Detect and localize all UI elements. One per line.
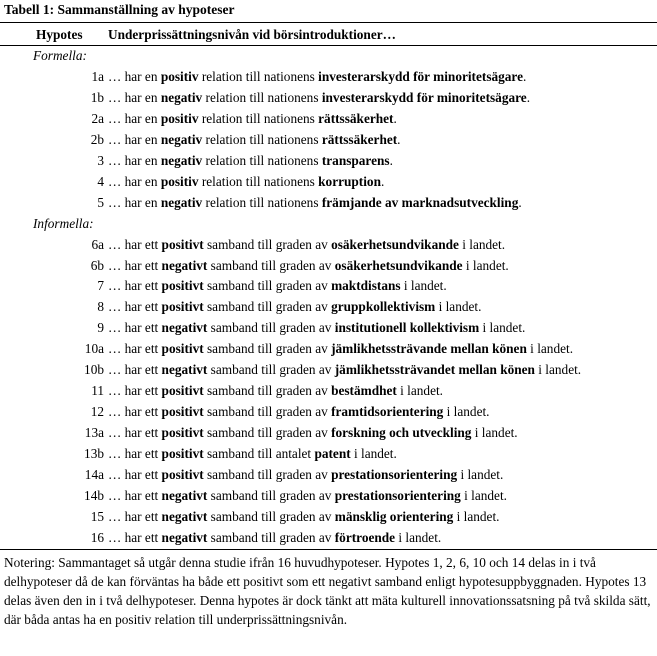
table-row <box>0 422 657 443</box>
table-row <box>0 108 657 129</box>
table-row <box>0 485 657 506</box>
plain-text: … har ett <box>108 487 162 503</box>
hypothesis-description <box>108 108 397 129</box>
table-row <box>0 192 657 213</box>
plain-text: samband till graden av <box>203 404 332 420</box>
bold-term: prestationsorientering <box>334 487 461 503</box>
table-row <box>0 129 657 150</box>
plain-text: … har ett <box>108 425 162 441</box>
plain-text: samband till graden av <box>207 257 335 273</box>
hypothesis-number: 6b <box>90 257 104 273</box>
table-row <box>0 150 657 171</box>
table-row <box>0 87 657 108</box>
hypothesis-description <box>108 150 393 171</box>
bold-term: negativ <box>160 131 203 147</box>
hypothesis-description <box>108 192 522 213</box>
bold-term: positiv <box>160 68 199 84</box>
plain-text: samband till graden av <box>203 341 332 357</box>
hypothesis-number: 15 <box>90 508 104 524</box>
plain-text: … har ett <box>108 362 162 378</box>
section-label: Formella: <box>33 48 87 63</box>
table-row <box>0 275 657 296</box>
bold-term: positiv <box>160 173 199 189</box>
hypothesis-description <box>108 506 499 527</box>
plain-text: i landet. <box>395 529 442 545</box>
bold-term: positiv <box>160 110 199 126</box>
bold-term: gruppkollektivism <box>331 299 436 315</box>
plain-text: … har ett <box>108 341 162 357</box>
plain-text: i landet. <box>443 404 490 420</box>
hypothesis-number: 2b <box>90 131 104 147</box>
bold-term: positivt <box>161 299 204 315</box>
bold-term: positivt <box>161 383 204 399</box>
plain-text: … har ett <box>108 383 162 399</box>
plain-text: … har en <box>108 89 161 105</box>
plain-text: samband till graden av <box>207 487 335 503</box>
plain-text: . <box>526 89 531 105</box>
plain-text: relation till nationens <box>198 68 319 84</box>
plain-text: . <box>393 110 397 126</box>
table-row <box>0 506 657 527</box>
bold-term: rättssäkerhet <box>318 110 394 126</box>
hypothesis-number: 5 <box>97 194 104 210</box>
hypothesis-description <box>108 296 481 317</box>
plain-text: i landet. <box>471 425 518 441</box>
plain-text: … har ett <box>108 299 162 315</box>
bold-term: prestationsorientering <box>331 467 458 482</box>
table-row <box>0 234 657 255</box>
bold-term: transparens <box>321 152 390 168</box>
table-row <box>0 296 657 317</box>
plain-text: … har ett <box>108 529 162 545</box>
bold-term: negativ <box>160 89 203 105</box>
section-label: Informella: <box>33 215 94 231</box>
plain-text: … har en <box>108 173 161 189</box>
plain-text: relation till nationens <box>202 131 322 147</box>
table-row <box>0 66 657 87</box>
bold-term: negativt <box>161 487 208 503</box>
plain-text: i landet. <box>460 487 507 503</box>
plain-text: … har en <box>108 152 161 168</box>
hypothesis-number: 1b <box>90 89 104 105</box>
hypothesis-description <box>108 234 505 255</box>
hypothesis-description <box>108 255 509 276</box>
hypothesis-number: 1a <box>91 68 104 84</box>
plain-text: samband till graden av <box>203 299 332 315</box>
table-row <box>0 171 657 192</box>
table-row <box>0 527 657 548</box>
plain-text: … har ett <box>108 404 162 420</box>
table-row <box>0 401 657 422</box>
bold-term: positivt <box>161 404 204 420</box>
plain-text: samband till graden av <box>207 362 335 378</box>
bold-term: förtroende <box>334 529 396 545</box>
table-row <box>0 255 657 276</box>
bottom-rule <box>0 549 657 550</box>
hypothesis-description <box>108 443 397 464</box>
plain-text: i landet. <box>534 362 582 378</box>
plain-text: samband till graden av <box>203 236 332 252</box>
bold-term: positivt <box>161 467 204 482</box>
bold-term: investerarskydd för minoritetsägare <box>321 89 527 105</box>
bold-term: negativ <box>160 152 203 168</box>
plain-text: i landet. <box>526 341 574 357</box>
bold-term: framtidsorientering <box>331 404 444 420</box>
bold-term: mänsklig orientering <box>334 508 454 524</box>
plain-text: samband till graden av <box>203 425 332 441</box>
plain-text: relation till nationens <box>198 110 319 126</box>
plain-text: … har ett <box>108 467 162 482</box>
bold-term: bestämdhet <box>331 383 397 399</box>
plain-text: samband till graden av <box>203 278 332 294</box>
plain-text: . <box>523 68 527 84</box>
plain-text: i landet. <box>457 467 504 482</box>
hypothesis-description <box>108 275 447 296</box>
plain-text: … har en <box>108 131 161 147</box>
hypothesis-number: 16 <box>90 529 104 545</box>
bold-term: maktdistans <box>331 278 401 294</box>
hypothesis-description <box>108 485 507 506</box>
bold-term: institutionell kollektivism <box>334 320 480 336</box>
hypothesis-description <box>108 527 441 548</box>
bold-term: investerarskydd för minoritetsägare <box>318 68 523 84</box>
plain-text: relation till nationens <box>202 194 322 210</box>
bold-term: patent <box>314 446 351 462</box>
plain-text: i landet. <box>350 446 397 462</box>
plain-text: . <box>380 173 385 189</box>
hypothesis-description <box>108 380 443 401</box>
table-row <box>0 464 657 485</box>
bold-term: korruption <box>318 173 381 189</box>
bold-term: negativt <box>161 362 208 378</box>
hypothesis-description <box>108 359 581 380</box>
hypothesis-number: 13a <box>84 425 104 441</box>
bold-term: positivt <box>161 278 204 294</box>
bold-term: negativt <box>161 320 208 336</box>
plain-text: … har ett <box>108 508 162 524</box>
plain-text: relation till nationens <box>202 89 322 105</box>
hypothesis-number: 2a <box>91 110 104 126</box>
hypothesis-number: 6a <box>91 236 104 252</box>
plain-text: . <box>397 131 401 147</box>
hypothesis-number: 14b <box>84 487 104 503</box>
table-row <box>0 443 657 464</box>
hypothesis-description <box>108 129 401 150</box>
hypothesis-number: 11 <box>91 383 104 399</box>
hypothesis-description <box>108 171 384 192</box>
plain-text: i landet. <box>479 320 526 336</box>
bold-term: jämlikhetssträvandet mellan könen <box>334 362 535 378</box>
plain-text: i landet. <box>458 236 506 252</box>
plain-text: relation till nationens <box>198 173 319 189</box>
plain-text: … har en <box>108 194 161 210</box>
bold-term: negativ <box>160 194 203 210</box>
table-title: Tabell 1: Sammanställning av hypoteser <box>4 2 235 17</box>
plain-text: … har ett <box>108 257 162 273</box>
plain-text: relation till nationens <box>202 152 322 168</box>
header-hypotes: Hypotes <box>36 27 83 42</box>
table-note: Notering: Sammantaget så utgår denna studie ifrån 16 huvudhypoteser. Hypotes 1, 2, 6, 10 och 14 delas in i två delhypoteser då de kan förväntas ha både ett positivt som ett negativt samband enligt hypotesuppbyggnaden. Hypotes 13 delas även den in i två delhypoteser. Denna hypotes är dock tänkt att mäta kulturell innovationssatsning på två skilda sätt, där båda antas ha en positiv relation till underprissättningsnivån. <box>4 555 651 627</box>
plain-text: . <box>518 194 522 210</box>
bold-term: forskning och utveckling <box>331 425 472 441</box>
bold-term: positivt <box>161 236 204 252</box>
hypothesis-number: 8 <box>97 299 104 315</box>
hypothesis-number: 14a <box>84 467 104 482</box>
plain-text: … har en <box>108 68 161 84</box>
plain-text: . <box>389 152 393 168</box>
bold-term: positivt <box>161 425 204 441</box>
plain-text: i landet. <box>453 508 500 524</box>
table-row <box>0 338 657 359</box>
hypothesis-description <box>108 401 490 422</box>
bold-term: osäkerhetsundvikande <box>331 236 459 252</box>
plain-text: samband till graden av <box>207 529 335 545</box>
plain-text: i landet. <box>400 278 447 294</box>
bold-term: jämlikhetssträvande mellan könen <box>331 341 527 357</box>
plain-text: … har ett <box>108 320 162 336</box>
bold-term: rättssäkerhet <box>321 131 398 147</box>
plain-text: … har en <box>108 110 161 126</box>
plain-text: samband till graden av <box>207 508 335 524</box>
hypothesis-description <box>108 338 573 359</box>
hypothesis-number: 13b <box>84 446 104 462</box>
top-rule <box>0 22 657 23</box>
hypothesis-number: 10a <box>84 341 104 357</box>
hypothesis-number: 10b <box>84 362 104 378</box>
plain-text: … har ett <box>108 446 162 462</box>
bold-term: negativt <box>161 508 208 524</box>
plain-text: … har ett <box>108 278 162 294</box>
plain-text: samband till graden av <box>203 467 332 482</box>
table-row <box>0 380 657 401</box>
hypothesis-number: 7 <box>97 278 104 294</box>
plain-text: samband till antalet <box>203 446 315 462</box>
hypothesis-description <box>108 317 525 338</box>
bold-term: osäkerhetsundvikande <box>334 257 463 273</box>
bold-term: negativt <box>161 529 208 545</box>
plain-text: samband till graden av <box>203 383 332 399</box>
bold-term: negativt <box>161 257 208 273</box>
hypothesis-description <box>108 464 503 485</box>
hypothesis-number: 9 <box>97 320 104 336</box>
hypothesis-number: 4 <box>97 173 104 189</box>
table-row <box>0 359 657 380</box>
plain-text: i landet. <box>396 383 443 399</box>
hypothesis-description <box>108 66 526 87</box>
hypothesis-number: 3 <box>97 152 104 168</box>
hypothesis-description <box>108 87 530 108</box>
hypothesis-number: 12 <box>90 404 104 420</box>
plain-text: i landet. <box>462 257 509 273</box>
header-rule <box>0 45 657 46</box>
bold-term: positivt <box>161 341 204 357</box>
plain-text: … har ett <box>108 236 162 252</box>
header-description: Underprissättningsnivån vid börsintroduktioner… <box>108 27 396 42</box>
table-row <box>0 317 657 338</box>
bold-term: positivt <box>161 446 204 462</box>
plain-text: samband till graden av <box>207 320 335 336</box>
hypothesis-description <box>108 422 518 443</box>
plain-text: i landet. <box>435 299 482 315</box>
bold-term: främjande av marknadsutveckling <box>321 194 519 210</box>
